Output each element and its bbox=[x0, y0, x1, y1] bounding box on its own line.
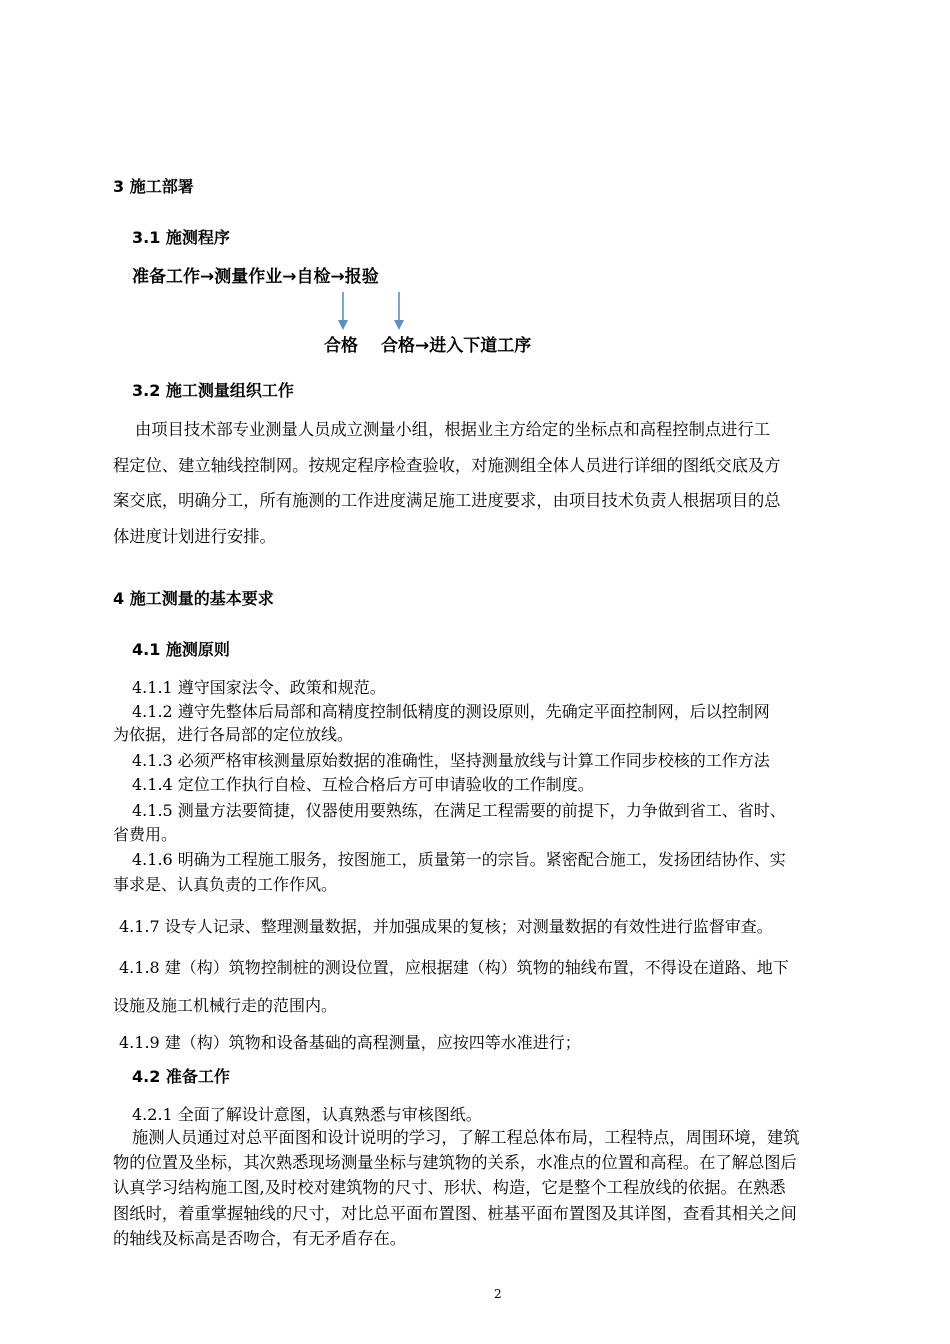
item-4-1-8: 4.1.8 建（构）筑物控制桩的测设位置，应根据建（构）筑物的轴线布置，不得设在道路、地下 bbox=[119, 958, 789, 977]
section-4-2-heading: 4.2 准备工作 bbox=[132, 1067, 230, 1086]
paragraph-line: 图纸时，着重掌握轴线的尺寸，对比总平面布置图、桩基平面布置图及其详图，查看其相关之间 bbox=[113, 1203, 797, 1223]
item-4-1-2: 4.1.2 遵守先整体后局部和高精度控制低精度的测设原则，先确定平面控制网，后以控制网 bbox=[132, 702, 770, 721]
flow-down-arrows bbox=[330, 290, 420, 334]
item-4-1-9: 4.1.9 建（构）筑物和设备基础的高程测量，应按四等水准进行； bbox=[119, 1033, 581, 1052]
item-4-1-8-cont: 设施及施工机械行走的范围内。 bbox=[113, 996, 338, 1015]
item-4-1-3: 4.1.3 必须严格审核测量原始数据的准确性，坚持测量放线与计算工作同步校核的工作方法 bbox=[132, 751, 770, 770]
section-3-1-heading: 3.1 施测程序 bbox=[132, 228, 230, 247]
paragraph-line: 物的位置及坐标，其次熟悉现场测量坐标与建筑物的关系，水准点的位置和高程。在了解总图后 bbox=[113, 1153, 797, 1173]
item-4-1-2-cont: 为依据，进行各局部的定位放线。 bbox=[113, 725, 354, 744]
section-3-2-heading: 3.2 施工测量组织工作 bbox=[132, 381, 294, 400]
item-4-1-5-cont: 省费用。 bbox=[113, 825, 178, 844]
paragraph-line: 体进度计划进行安排。 bbox=[113, 526, 276, 546]
paragraph-line: 的轴线及标高是否吻合，有无矛盾存在。 bbox=[113, 1228, 407, 1248]
paragraph-line: 程定位、建立轴线控制网。按规定程序检查验收，对施测组全体人员进行详细的图纸交底及方 bbox=[113, 455, 781, 475]
paragraph-line: 由项目技术部专业测量人员成立测量小组，根据业主方给定的坐标点和高程控制点进行工 bbox=[135, 420, 770, 439]
flow-line-1: 准备工作→测量作业→自检→报验 bbox=[132, 267, 379, 287]
section-4-1-heading: 4.1 施测原则 bbox=[132, 640, 230, 659]
down-arrow-icon bbox=[394, 292, 404, 330]
page-number: 2 bbox=[494, 1287, 502, 1301]
item-4-2-1: 4.2.1 全面了解设计意图，认真熟悉与审核图纸。 bbox=[132, 1105, 482, 1124]
section-3-2-paragraph bbox=[113, 412, 835, 554]
item-4-1-1: 4.1.1 遵守国家法令、政策和规范。 bbox=[132, 678, 386, 697]
item-4-1-4: 4.1.4 定位工作执行自检、互检合格后方可申请验收的工作制度。 bbox=[132, 775, 594, 794]
section-4-2-paragraph bbox=[113, 1125, 835, 1251]
paragraph-line: 认真学习结构施工图,及时校对建筑物的尺寸、形状、构造，它是整个工程放线的依据。在熟悉 bbox=[113, 1178, 786, 1198]
item-4-1-6: 4.1.6 明确为工程施工服务，按图施工，质量第一的宗旨。紧密配合施工，发扬团结协作、实 bbox=[132, 850, 786, 869]
item-4-1-7: 4.1.7 设专人记录、整理测量数据，并加强成果的复核；对测量数据的有效性进行监督审查。 bbox=[119, 917, 773, 936]
section-4-heading: 4 施工测量的基本要求 bbox=[113, 589, 274, 608]
flow-line-2b: 合格→进入下道工序 bbox=[381, 336, 532, 356]
down-arrow-icon bbox=[338, 292, 348, 330]
item-4-1-5: 4.1.5 测量方法要简捷，仪器使用要熟练，在满足工程需要的前提下，力争做到省工、省时、 bbox=[132, 801, 786, 820]
section-3-heading: 3 施工部署 bbox=[113, 177, 194, 196]
paragraph-line: 案交底，明确分工，所有施测的工作进度满足施工进度要求，由项目技术负责人根据项目的总 bbox=[113, 491, 781, 510]
item-4-1-6-cont: 事求是、认真负责的工作作风。 bbox=[113, 875, 338, 894]
flow-line-2a: 合格 bbox=[324, 336, 358, 356]
paragraph-line: 施测人员通过对总平面图和设计说明的学习，了解工程总体布局，工程特点，周围环境，建筑 bbox=[132, 1128, 800, 1147]
